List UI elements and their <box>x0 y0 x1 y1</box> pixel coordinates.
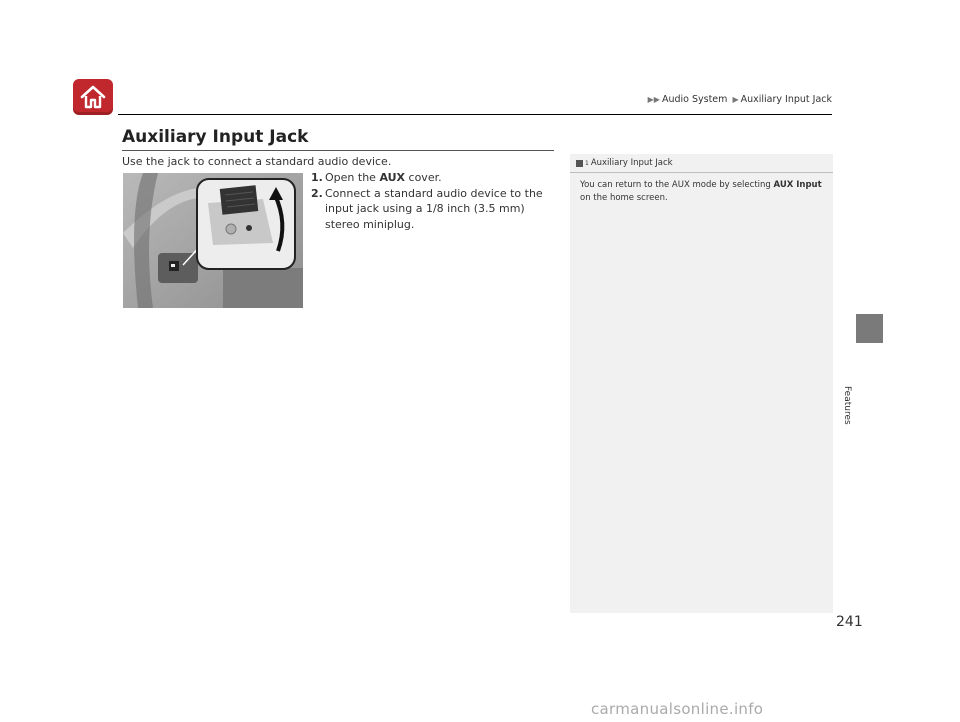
home-button[interactable] <box>73 79 113 115</box>
step-text: Open the AUX cover. <box>325 171 442 184</box>
header-divider <box>118 114 832 115</box>
side-note-title: 1 Auxiliary Input Jack <box>570 154 833 173</box>
step-item <box>311 170 555 186</box>
side-note-panel <box>570 154 833 613</box>
instruction-steps <box>311 170 555 232</box>
chapter-tab[interactable] <box>856 314 883 343</box>
aux-input-label: AUX Input <box>773 180 822 190</box>
note-marker-number: 1 <box>585 159 589 167</box>
side-note-text: You can return to the AUX mode by selecting AUX Input on the home screen. <box>580 180 822 203</box>
chapter-label: Features <box>842 386 852 425</box>
step-text: Connect a standard audio device to the input jack using a 1/8 inch (3.5 mm) stereo miniplug. <box>325 186 543 231</box>
step-number: 2. <box>311 186 323 200</box>
step-item <box>311 186 555 233</box>
double-triangle-arrow-icon: ▶▶ <box>647 95 660 104</box>
note-marker-icon <box>576 160 583 167</box>
title-divider <box>122 150 554 151</box>
breadcrumb <box>646 94 832 105</box>
intro-text: Use the jack to connect a standard audio device. <box>122 155 392 168</box>
aux-cover-illustration <box>123 173 303 308</box>
page-title: Auxiliary Input Jack <box>122 127 309 147</box>
watermark: carmanualsonline.info <box>591 700 764 718</box>
breadcrumb-item-auxiliary-input-jack[interactable]: Auxiliary Input Jack <box>740 94 832 105</box>
aux-label: AUX <box>379 171 406 184</box>
breadcrumb-item-audio-system[interactable]: Audio System <box>661 94 728 105</box>
home-icon <box>79 84 107 110</box>
triangle-arrow-icon: ▶ <box>732 95 739 104</box>
step-number: 1. <box>311 171 323 184</box>
page-number: 241 <box>836 614 863 630</box>
